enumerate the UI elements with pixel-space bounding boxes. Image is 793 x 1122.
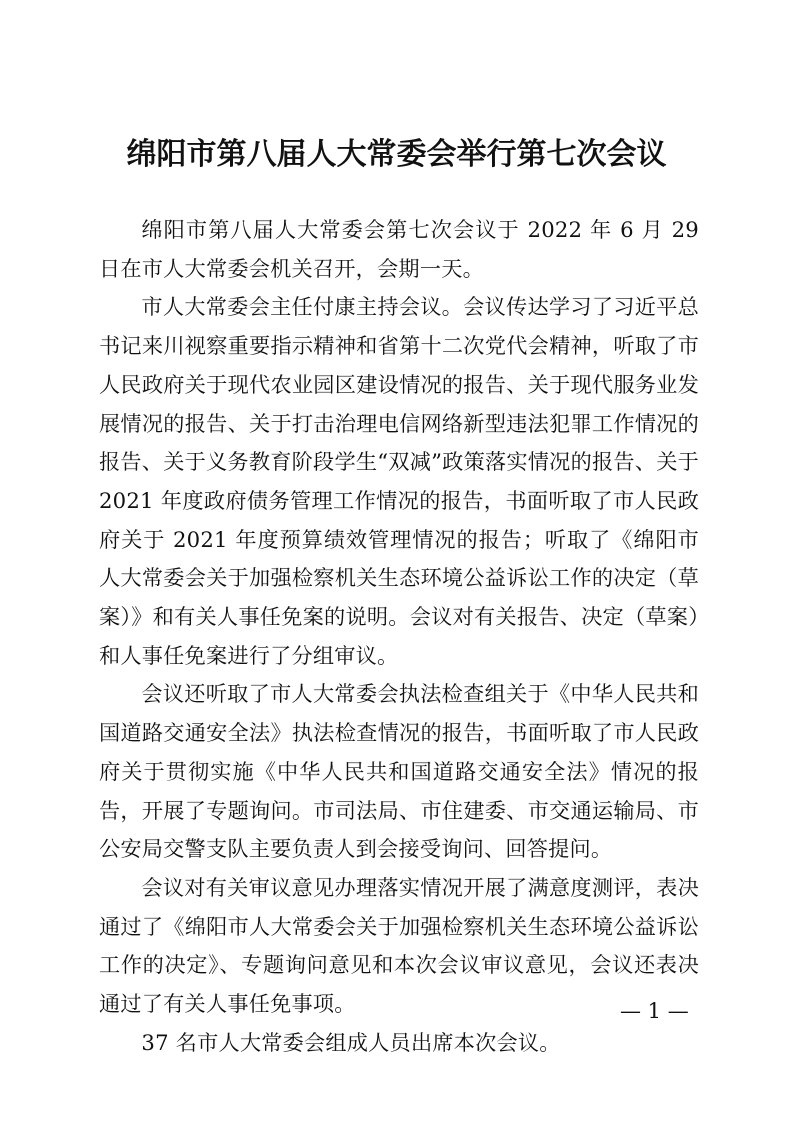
- paragraph-voting: 会议对有关审议意见办理落实情况开展了满意度测评，表决通过了《绵阳市人大常委会关于加强检察机关生态环境公益诉讼工作的决定》、专题询问意见和本次会议审议意见，会议还表决通过了有关人事任免事项。: [99, 874, 699, 1017]
- paragraph-reports-heard: 市人大常委会主任付康主持会议。会议传达学习了习近平总书记来川视察重要指示精神和省第十二次党代会精神，听取了市人民政府关于现代农业园区建设情况的报告、关于现代服务业发展情况的报告、关于打击治理电信网络新型违法犯罪工作情况的报告、关于义务教育阶段学生“双减”政策落实情况的报告、关于 2021 年度政府债务管理工作情况的报告，书面听取了市人民政府关于 2021 年度预算绩效管理情况的报告；听取了《绵阳市人大常委会关于加强检察机关生态环境公益诉讼工作的决定（草案）》和有关人事任免案的说明。会议对有关报告、决定（草案）和人事任免案进行了分组审议。: [99, 294, 699, 668]
- document-title: 绵阳市第八届人大常委会举行第七次会议: [126, 137, 667, 172]
- paragraph-attendance: 37 名市人大常委会组成人员出席本次会议。: [141, 1029, 561, 1055]
- paragraph-law-enforcement-inspection: 会议还听取了市人大常委会执法检查组关于《中华人民共和国道路交通安全法》执法检查情况的报告，书面听取了市人民政府关于贯彻实施《中华人民共和国道路交通安全法》情况的报告，开展了专题询问。市司法局、市住建委、市交通运输局、市公安局交警支队主要负责人到会接受询问、回答提问。: [99, 681, 699, 862]
- document-body: [99, 211, 699, 1062]
- page-number: — 1 —: [620, 999, 689, 1023]
- paragraph-meeting-overview: 绵阳市第八届人大常委会第七次会议于 2022 年 6 月 29 日在市人大常委会机关召开，会期一天。: [99, 217, 699, 281]
